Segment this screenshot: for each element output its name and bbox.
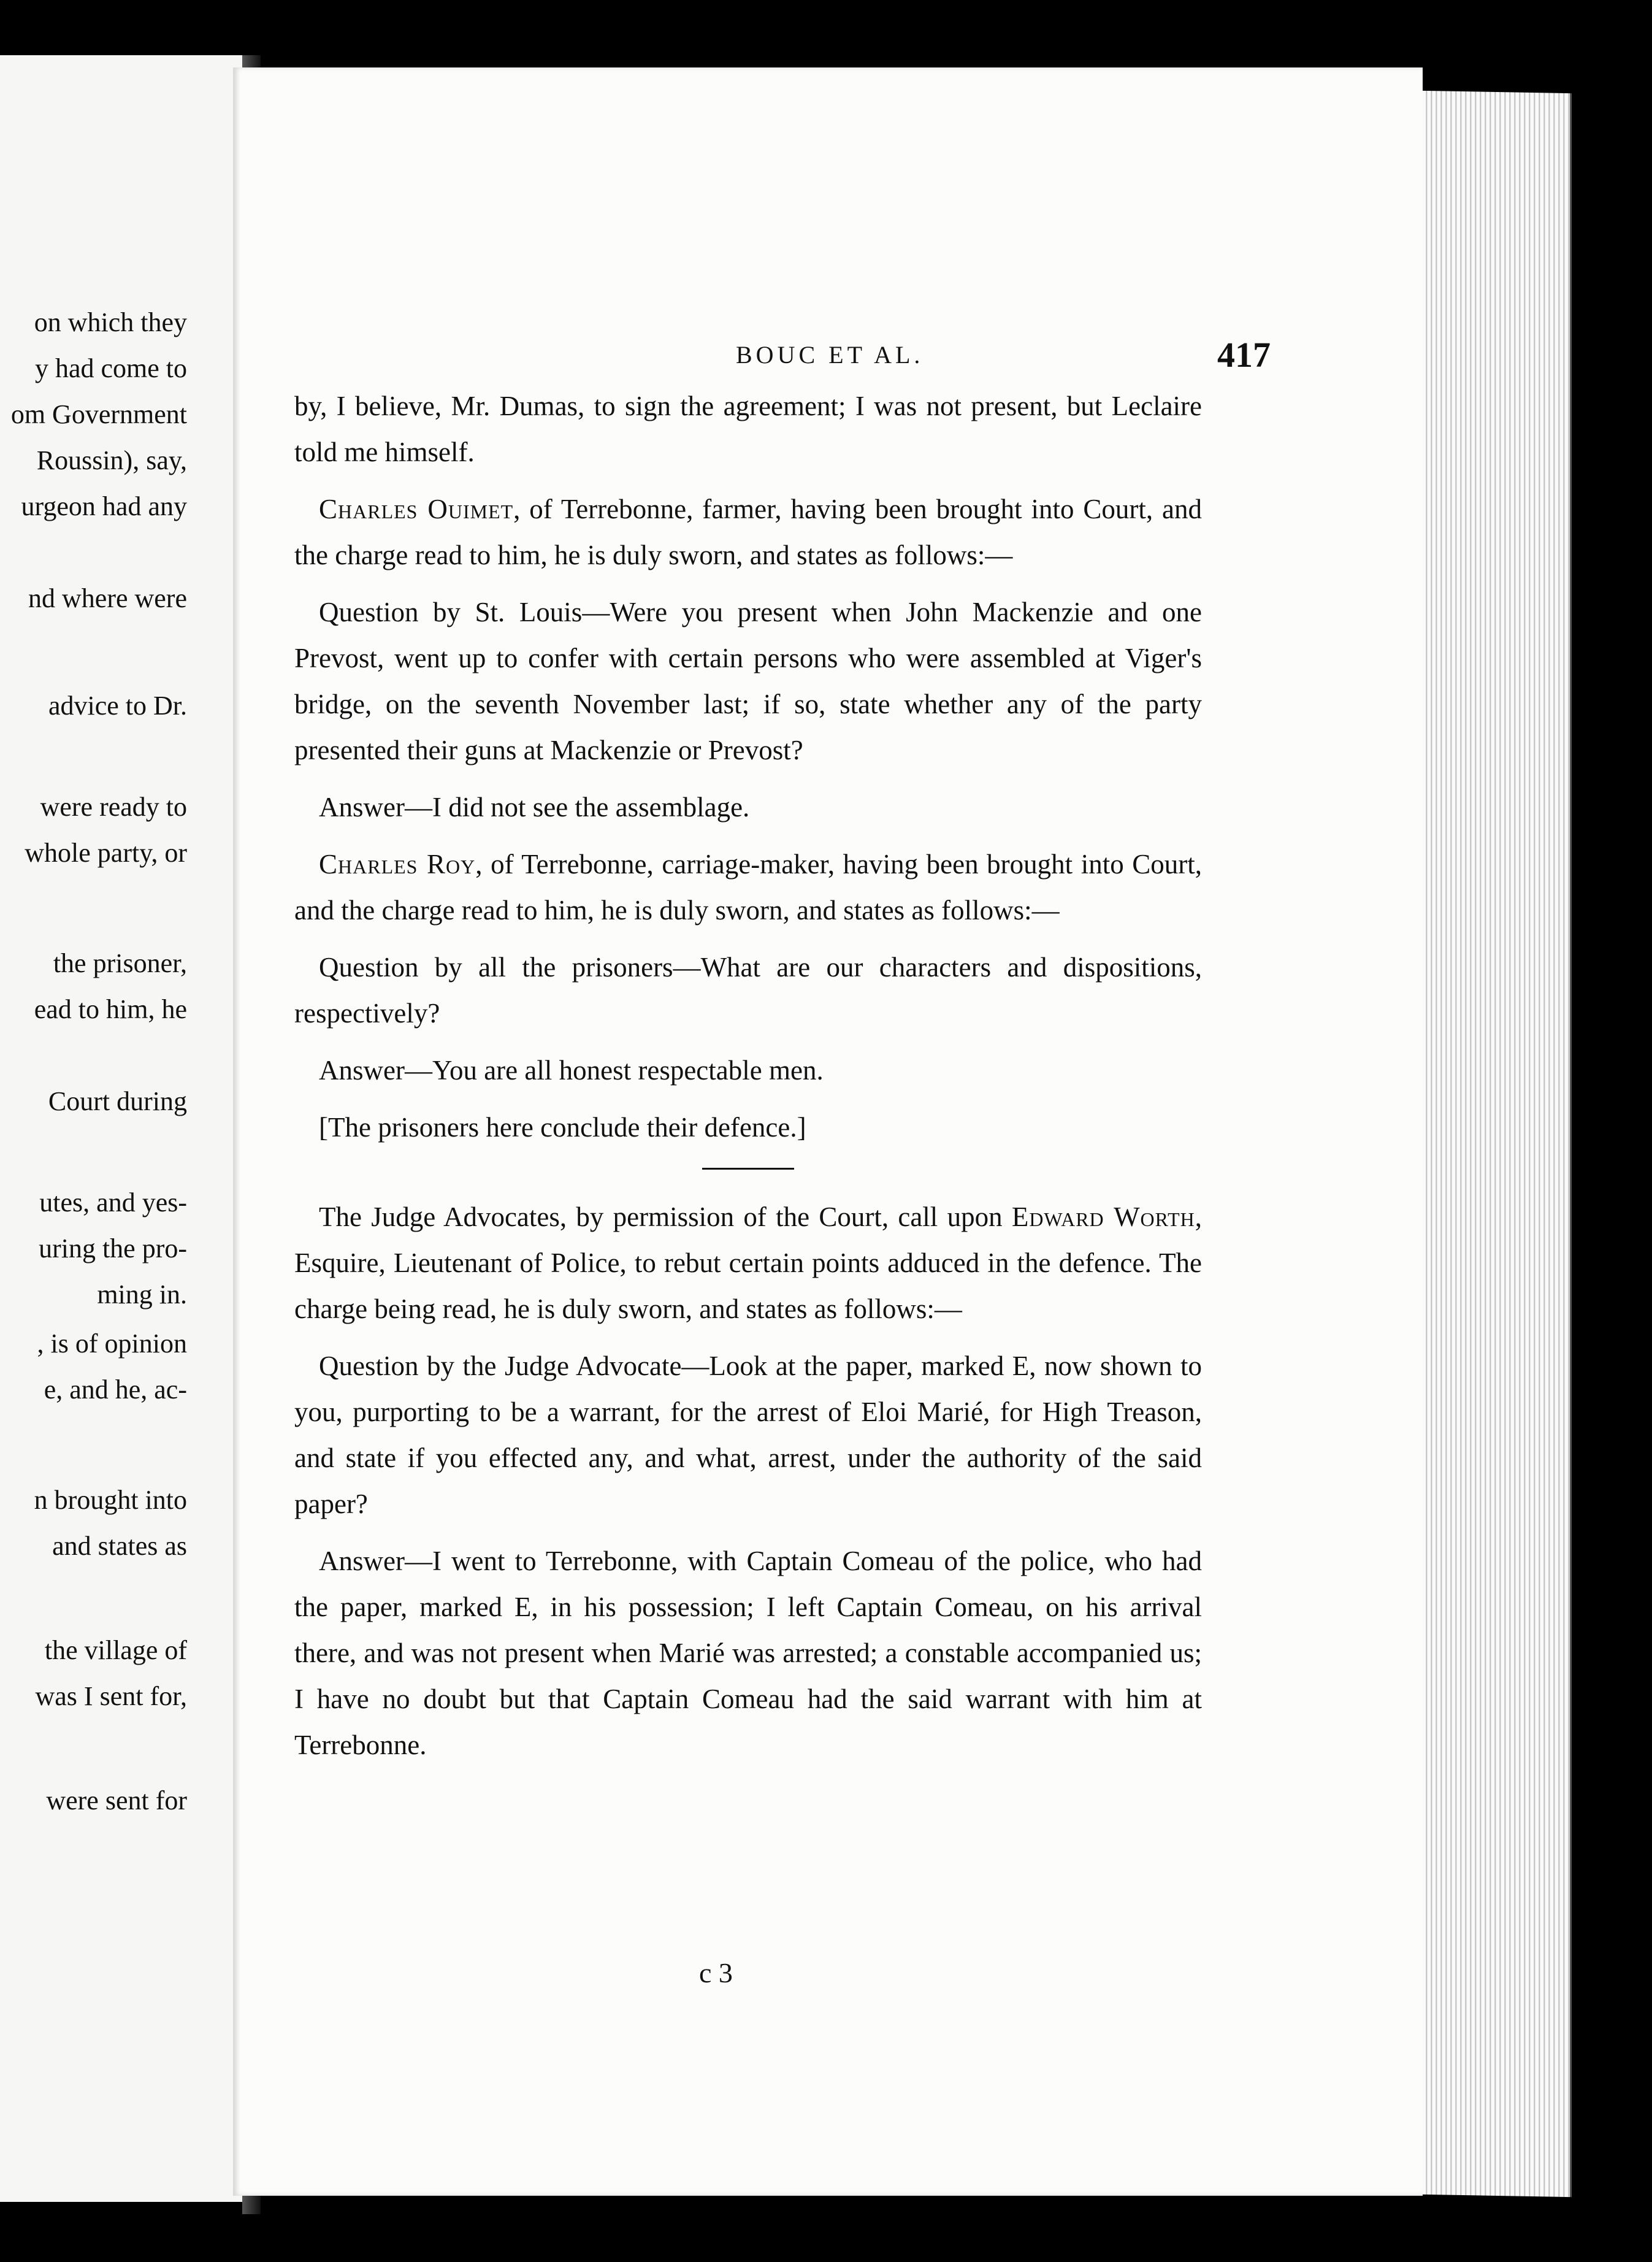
left-page-text: [0, 55, 242, 2202]
left-page-line: on which they: [34, 307, 187, 337]
paragraph-5-text: , of Terrebonne, carriage-maker, having been brought into Court, and the charge read to him, he is duly sworn, and states as follows:—: [294, 849, 1203, 926]
paragraph-4: Answer—I did not see the assemblage.: [319, 792, 750, 822]
paragraph-1: by, I believe, Mr. Dumas, to sign the agreement; I was not present, but Leclaire told me himself.: [294, 391, 1202, 467]
left-page-line: advice to Dr.: [48, 691, 187, 721]
left-page-line: n brought into: [34, 1485, 187, 1515]
paragraph-10: Question by the Judge Advocate—Look at the paper, marked E, now shown to you, purporting to be a warrant, for the arrest of Eloi Marié, for High Treason, and state if you effected any, and what, arrest, under the authority of the said paper?: [294, 1351, 1202, 1519]
witness-name: Edward Worth: [1011, 1202, 1195, 1232]
left-page-line: e, and he, ac-: [44, 1374, 187, 1405]
left-page-line: , is of opinion: [37, 1328, 187, 1359]
paragraph-7: Answer—You are all honest respectable men.: [319, 1055, 824, 1086]
left-page-line: nd where were: [28, 583, 187, 613]
left-page-line: whole party, or: [25, 838, 187, 868]
paragraph-5: [294, 842, 1202, 934]
left-page-line: the village of: [44, 1635, 187, 1665]
paragraph-9-rest: , Esquire, Lieutenant of Police, to rebut certain points adduced in the defence. The charge being read, he is duly sworn, and states as follows:—: [294, 1202, 1202, 1324]
left-page-line: om Government: [10, 399, 187, 429]
paragraph-11: Answer—I went to Terrebonne, with Captain Comeau of the police, who had the paper, marked E, in his possession; I left Captain Comeau, on his arrival there, and was not present when Marié was arrested; a constable accompanied us; I have no doubt but that Captain Comeau had the said warrant with him at Terrebonne.: [294, 1546, 1202, 1760]
left-page-line: the prisoner,: [53, 948, 187, 978]
paragraph-3: Question by St. Louis—Were you present when John Mackenzie and one Prevost, went up to confer with certain persons who were assembled at Viger's bridge, on the seventh November last; if so, state whether any of the party presented their guns at Mackenzie or Prevost?: [294, 597, 1202, 765]
left-page-line: ead to him, he: [34, 994, 187, 1024]
left-page-line: y had come to: [34, 353, 187, 383]
left-page-line: Court during: [48, 1086, 187, 1116]
left-page-line: ming in.: [97, 1279, 187, 1309]
main-page: [233, 67, 1423, 2196]
left-page-line: uring the pro-: [39, 1233, 187, 1263]
signature-mark: c 3: [699, 1957, 733, 1988]
paragraph-2-text: , of Terrebonne, farmer, having been brought into Court, and the charge read to him, he is duly sworn, and states as follows:—: [294, 494, 1203, 570]
left-page-line: and states as: [52, 1531, 187, 1561]
section-divider: [702, 1168, 794, 1170]
paragraph-9: [294, 1194, 1202, 1332]
left-page-line: was I sent for,: [35, 1681, 187, 1711]
body-text: [294, 383, 1202, 1779]
left-page-line: utes, and yes-: [39, 1187, 187, 1217]
page-header: [294, 334, 1447, 383]
left-page-line: were sent for: [46, 1785, 187, 1815]
left-page-line: urgeon had any: [21, 491, 187, 521]
paragraph-2: [294, 486, 1202, 578]
witness-name: Charles Ouimet: [319, 494, 514, 524]
witness-name: Charles Roy: [319, 849, 476, 880]
left-facing-page: [0, 55, 244, 2202]
paragraph-6: Question by all the prisoners—What are our characters and dispositions, respectively?: [294, 952, 1202, 1029]
paragraph-9-text: The Judge Advocates, by permission of the Court, call upon: [319, 1202, 1012, 1232]
left-page-line: were ready to: [40, 792, 187, 822]
page-number: 417: [1217, 335, 1271, 375]
page-edges: [1423, 91, 1572, 2197]
running-head: BOUC ET AL.: [736, 341, 924, 369]
left-page-line: Roussin), say,: [36, 445, 187, 475]
paragraph-8: [The prisoners here conclude their defence.]: [319, 1112, 806, 1143]
